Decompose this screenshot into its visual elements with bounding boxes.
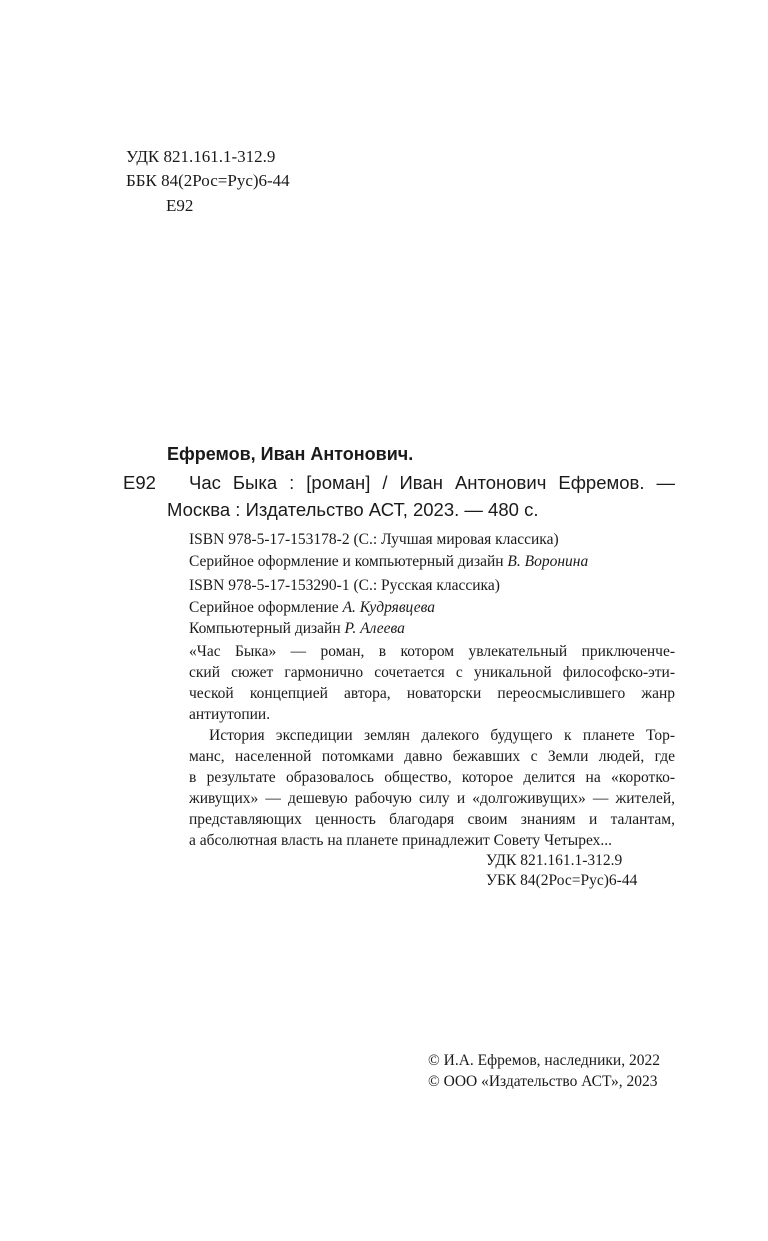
annotation-bbk: УБК 84(2Рос=Рус)6-44 <box>486 872 638 889</box>
bbk-code: ББК 84(2Рос=Рус)6-44 <box>126 171 290 190</box>
annotation-p1-line-1: «Час Быка» — роман, в котором увлекательный приключенче- <box>189 643 675 660</box>
design-credit-1 <box>189 551 588 573</box>
copyright-author: © И.А. Ефремов, наследники, 2022 <box>428 1052 660 1069</box>
record-author-mark: Е92 <box>123 472 156 493</box>
computer-credit-2-prefix: Компьютерный дизайн <box>189 620 345 637</box>
udk-code: УДК 821.161.1-312.9 <box>126 147 276 166</box>
annotation-udk: УДК 821.161.1-312.9 <box>486 852 623 869</box>
annotation-p2-line-1: История экспедиции землян далекого будущего к планете Тор- <box>209 727 675 744</box>
annotation-p1-line-2: ский сюжет гармонично сочетается с уникальной философско-эти- <box>189 664 675 681</box>
design-credit-1-prefix: Серийное оформление и компьютерный дизайн <box>189 553 508 570</box>
annotation-p1-line-4: антиутопии. <box>189 706 271 723</box>
annotation-p2-line-4: живущих» — дешевую рабочую силу и «долгоживущих» — жителей, <box>189 790 675 807</box>
series-credit-2-name: А. Кудрявцева <box>342 599 435 616</box>
annotation-p2-line-5: представляющих ценность благодаря своим знаниям и талантам, <box>189 811 675 828</box>
annotation-p2-line-6: а абсолютная власть на планете принадлежит Совету Четырех... <box>189 832 612 849</box>
computer-credit-2-name: Р. Алеева <box>344 620 405 637</box>
design-credit-1-name: В. Воронина <box>507 553 589 570</box>
annotation-p1-line-3: ческой концепцией автора, новаторски переосмыслившего жанр <box>189 685 675 702</box>
title-line-1: Час Быка : [роман] / Иван Антонович Ефремов. — <box>189 472 675 493</box>
copyright-publisher: © ООО «Издательство АСТ», 2023 <box>428 1073 658 1090</box>
series-credit-2 <box>189 597 435 619</box>
author-mark: Е92 <box>166 196 194 215</box>
title-line-2: Москва : Издательство АСТ, 2023. — 480 с. <box>167 499 539 520</box>
isbn-2: ISBN 978-5-17-153290-1 (С.: Русская классика) <box>189 577 500 594</box>
isbn-1: ISBN 978-5-17-153178-2 (С.: Лучшая мировая классика) <box>189 531 559 548</box>
annotation-p2-line-2: манс, населенной потомками давно бежавших с Земли людей, где <box>189 748 675 765</box>
series-credit-2-prefix: Серийное оформление <box>189 599 343 616</box>
author-heading: Ефремов, Иван Антонович. <box>167 444 414 464</box>
annotation-p2-line-3: в результате образовалось общество, которое делится на «коротко- <box>189 769 675 786</box>
computer-credit-2 <box>189 618 405 640</box>
